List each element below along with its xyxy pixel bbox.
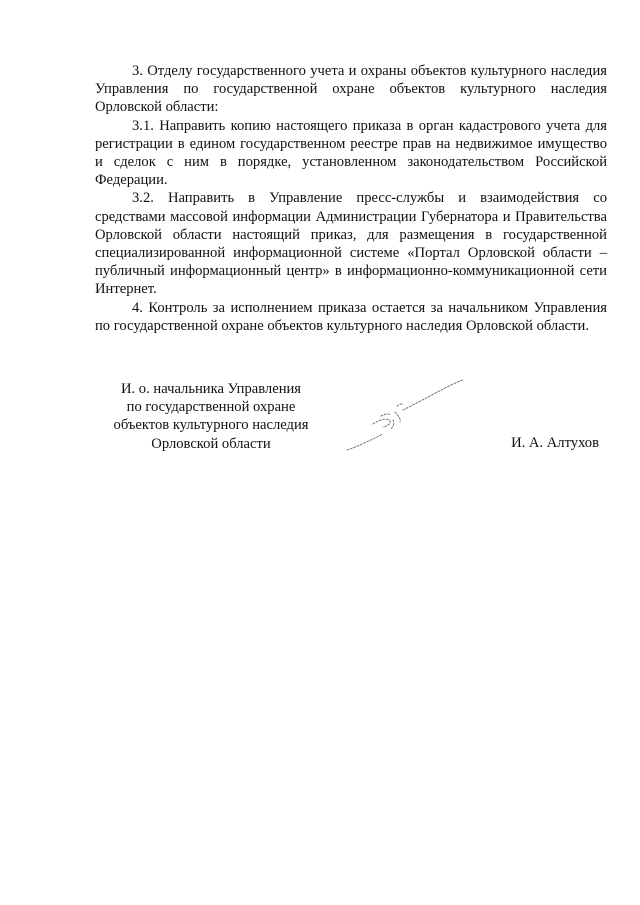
signatory-name: И. А. Алтухов	[511, 435, 599, 451]
signatory-title-line: по государственной охране	[126, 399, 296, 416]
document-body	[95, 62, 607, 335]
paragraph-4: 4. Контроль за исполнением приказа остается за начальником Управления по государственной охране объектов культурного наследия Орловской области.	[95, 299, 607, 334]
signatory-title-line: Орловской области	[151, 435, 271, 452]
handwritten-signature	[345, 376, 475, 456]
paragraph-3-1: 3.1. Направить копию настоящего приказа в орган кадастрового учета для регистрации в едином государственном реестре прав на недвижимое имущество и сделок с ним в порядке, установленном законодательством Российской Федерации.	[95, 117, 607, 189]
paragraph-3: 3. Отделу государственного учета и охраны объектов культурного наследия Управления по государственной охране объектов культурного наследия Орловской области:	[95, 63, 607, 116]
signatory-title	[95, 380, 327, 453]
signatory-title-line: И. о. начальника Управления	[120, 381, 302, 397]
paragraph-3-2: 3.2. Направить в Управление пресс-службы и взаимодействия со средствами массовой информации Администрации Губернатора и Правительства Орловской области настоящий приказ, для размещения в государственной специализированной информационной системе «Портал Орловской области – публичный информационный центр» в информационно-коммуникационной сети Интернет.	[95, 190, 607, 298]
signatory-title-line: объектов культурного наследия	[113, 417, 309, 434]
